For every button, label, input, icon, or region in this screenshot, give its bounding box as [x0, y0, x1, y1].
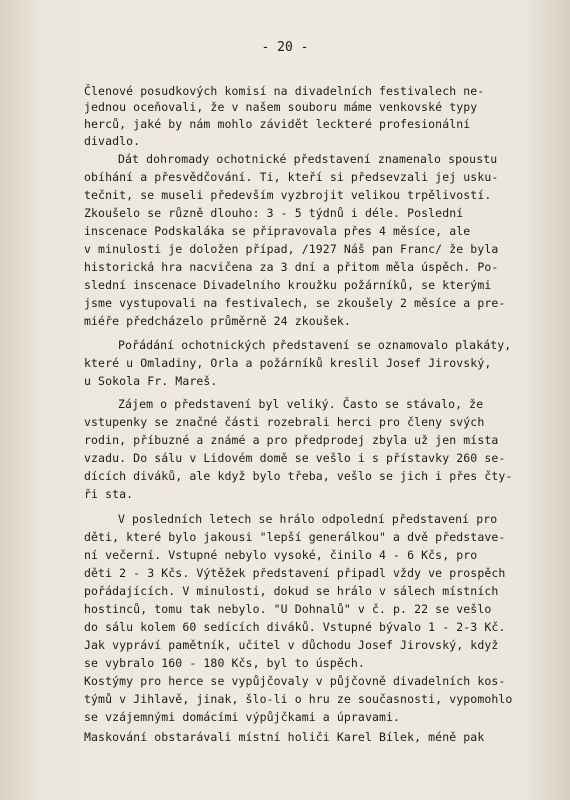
page-number: - 20 - — [261, 40, 309, 55]
text-line: historická hra nacvičena za 3 dní a přitom měla úspěch. Po- — [84, 260, 499, 274]
text-line: tečnit, se museli především vyzbrojit velikou trpělivostí. — [84, 188, 492, 202]
text-line: Maskování obstarávali místní holiči Karel Bílek, méně pak — [84, 730, 485, 744]
text-line: inscenace Podskaláka se připravovala přes 4 měsíce, ale — [84, 224, 471, 238]
text-line: se vybralo 160 - 180 Kčs, byl to úspěch. — [84, 656, 365, 670]
text-line: jednou oceňovali, že v našem souboru máme venkovské typy — [84, 100, 478, 114]
text-line: u Sokola Fr. Mareš. — [84, 374, 218, 388]
text-line: děti, které bylo jakousi "lepší generálkou" a dvě představe- — [84, 530, 506, 544]
text-line: v minulosti je doložen případ, /1927 Náš pan Franc/ že byla — [84, 242, 499, 256]
text-line: divadlo. — [84, 134, 141, 148]
text-line: které u Omladiny, Orla a požárníků kreslil Josef Jirovský, — [84, 356, 492, 370]
text-line: vstupenky se značné části rozebrali herci pro členy svých — [84, 415, 485, 429]
text-line: vzadu. Do sálu v Lidovém domě se vešlo i s přístavky 260 se- — [84, 451, 506, 465]
text-line: se vzájemnými domácími výpůjčkami a úpravami. — [84, 710, 401, 724]
text-line: slední inscenace Divadelního kroužku požárníků, se kterými — [84, 278, 492, 292]
text-line: dících diváků, ale když bylo třeba, vešlo se jich i přes čty- — [84, 469, 513, 483]
text-line: herců, jaké by nám mohlo závidět leckteré profesionální — [84, 117, 471, 131]
text-line: Členové posudkových komisí na divadelních festivalech ne- — [84, 84, 485, 98]
text-line: do sálu kolem 60 sedících diváků. Vstupné bývalo 1 - 2-3 Kč. — [84, 620, 506, 634]
text-line: obíhání a přesvědčování. Ti, kteří si předsevzali jej usku- — [84, 170, 499, 184]
text-line: pořádajících. V minulosti, dokud se hrálo v sálech místních — [84, 584, 499, 598]
text-line: Zkoušelo se různě dlouho: 3 - 5 týdnů i déle. Poslední — [84, 206, 464, 220]
text-line: Kostýmy pro herce se vypůjčovaly v půjčovně divadelních kos- — [84, 674, 506, 688]
text-line: Pořádání ochotnických představení se oznamovalo plakáty, — [118, 338, 512, 352]
text-line: rodin, příbuzné a známé a pro předprodej zbyla už jen místa — [84, 433, 499, 447]
text-line: ři sta. — [84, 487, 134, 501]
text-line: Jak vypráví pamětník, učitel v důchodu Josef Jirovský, když — [84, 638, 499, 652]
text-line: V posledních letech se hrálo odpolední představení pro — [118, 512, 498, 526]
text-line: ní večerní. Vstupné nebylo vysoké, činilo 4 - 6 Kčs, pro — [84, 548, 478, 562]
text-line: jsme vystupovali na festivalech, se zkoušely 2 měsíce a pre- — [84, 296, 506, 310]
text-line: Dát dohromady ochotnické představení znamenalo spoustu — [118, 152, 498, 166]
text-line: týmů v Jihlavě, jinak, šlo-li o hru ze současnosti, vypomohlo — [84, 692, 513, 706]
text-line: Zájem o představení byl veliký. Často se stávalo, že — [118, 397, 484, 411]
text-line: děti 2 - 3 Kčs. Výtěžek představení připadl vždy ve prospěch — [84, 566, 506, 580]
text-line: hostinců, tomu tak nebylo. "U Dohnalů" v č. p. 22 se vešlo — [84, 602, 492, 616]
text-line: miéře předcházelo průměrně 24 zkoušek. — [84, 314, 351, 328]
